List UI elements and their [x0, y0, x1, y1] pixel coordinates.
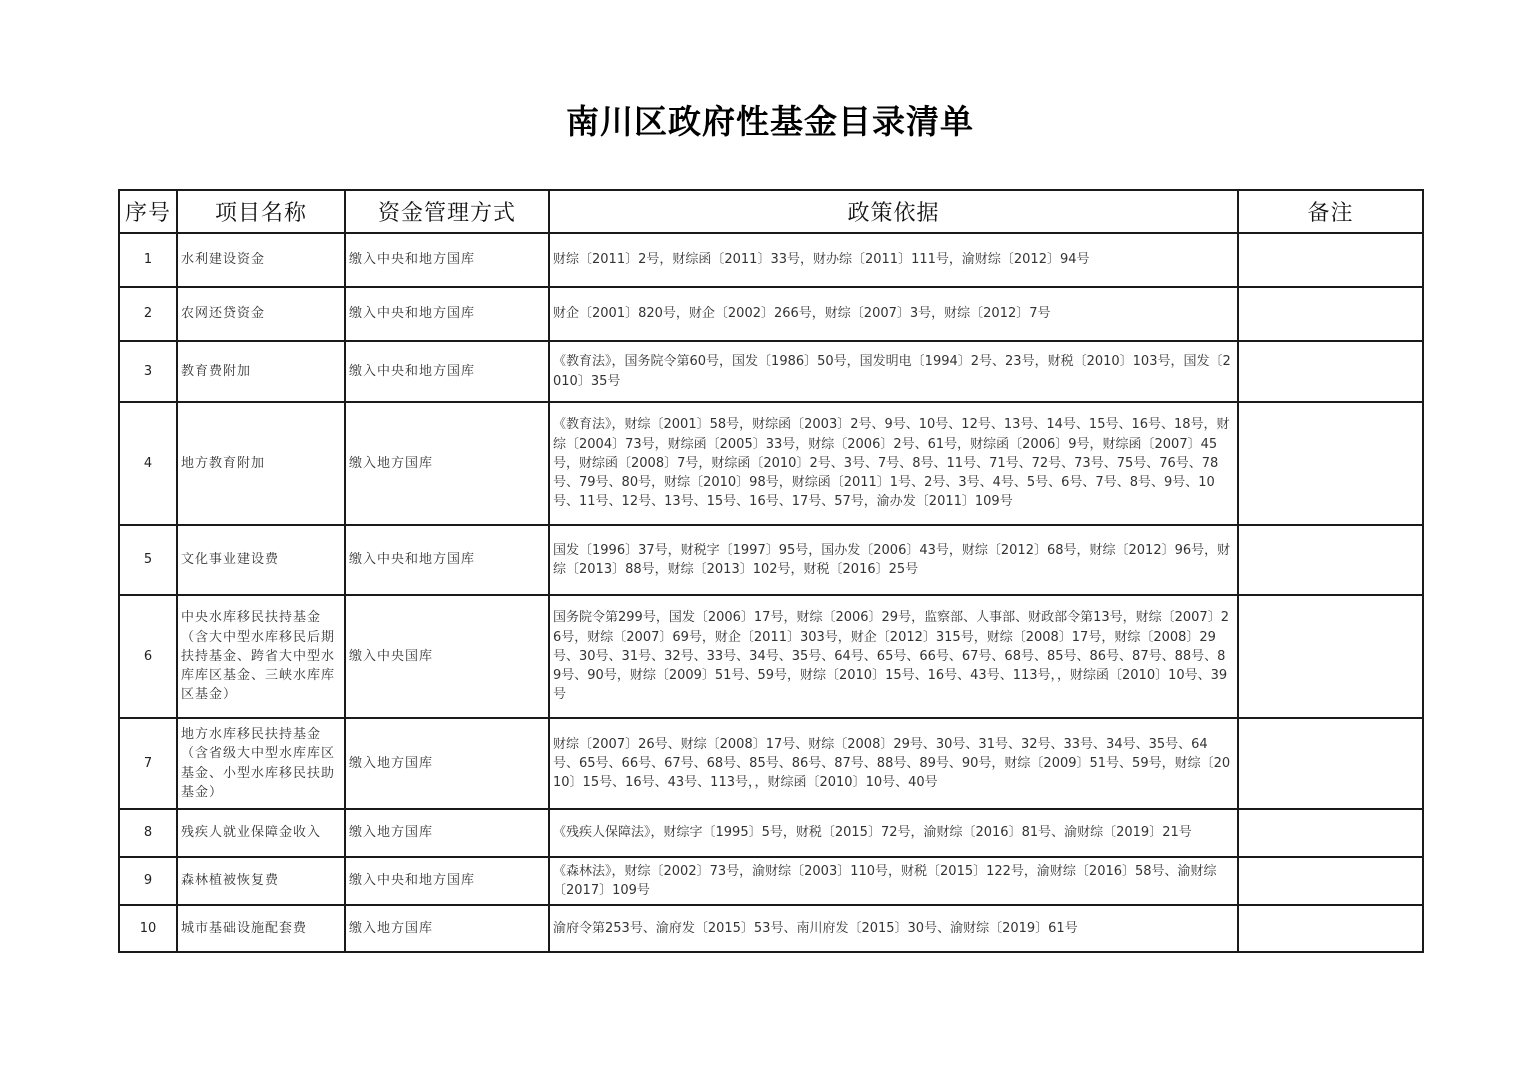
project-name-cell: 地方水库移民扶持基金（含省级大中型水库库区基金、小型水库移民扶助基金） [177, 718, 345, 809]
serial-number-cell: 6 [119, 595, 177, 718]
management-cell: 缴入中央和地方国库 [345, 341, 549, 402]
policy-basis-cell: 财综〔2007〕26号、财综〔2008〕17号、财综〔2008〕29号、30号、31号、32号、33号、34号、35号、64号、65号、66号、67号、68号、85号、86号、87号、88号、89号、90号，财综〔2009〕51号、59号，财综〔2010〕15号、16号、43号、113号，，财综函〔2010〕10号、40号 [549, 718, 1238, 809]
serial-number-cell: 8 [119, 809, 177, 857]
table-row [119, 341, 1423, 402]
serial-number-cell: 10 [119, 905, 177, 952]
policy-basis-cell: 渝府令第253号、渝府发〔2015〕53号、南川府发〔2015〕30号、渝财综〔2019〕61号 [549, 905, 1238, 952]
policy-basis-cell: 《残疾人保障法》，财综字〔1995〕5号，财税〔2015〕72号，渝财综〔2016〕81号、渝财综〔2019〕21号 [549, 809, 1238, 857]
table-row [119, 525, 1423, 595]
project-name-cell: 水利建设资金 [177, 233, 345, 287]
project-name-cell: 城市基础设施配套费 [177, 905, 345, 952]
table-row [119, 402, 1423, 525]
management-cell: 缴入中央和地方国库 [345, 287, 549, 341]
serial-number-cell: 9 [119, 857, 177, 905]
remarks-cell [1238, 809, 1423, 857]
table-row [119, 857, 1423, 905]
management-cell: 缴入中央和地方国库 [345, 857, 549, 905]
remarks-cell [1238, 857, 1423, 905]
serial-number-cell: 2 [119, 287, 177, 341]
policy-basis-cell: 《森林法》，财综〔2002〕73号，渝财综〔2003〕110号，财税〔2015〕122号，渝财综〔2016〕58号、渝财综〔2017〕109号 [549, 857, 1238, 905]
policy-basis-cell: 财企〔2001〕820号，财企〔2002〕266号，财综〔2007〕3号，财综〔2012〕7号 [549, 287, 1238, 341]
project-name-cell: 农网还贷资金 [177, 287, 345, 341]
header-serial-number: 序号 [119, 190, 177, 233]
project-name-cell: 文化事业建设费 [177, 525, 345, 595]
serial-number-cell: 7 [119, 718, 177, 809]
serial-number-cell: 5 [119, 525, 177, 595]
table-row [119, 287, 1423, 341]
header-remarks: 备注 [1238, 190, 1423, 233]
remarks-cell [1238, 595, 1423, 718]
serial-number-cell: 3 [119, 341, 177, 402]
table-row [119, 595, 1423, 718]
project-name-cell: 残疾人就业保障金收入 [177, 809, 345, 857]
project-name-cell: 森林植被恢复费 [177, 857, 345, 905]
table-row [119, 809, 1423, 857]
management-cell: 缴入地方国库 [345, 905, 549, 952]
remarks-cell [1238, 718, 1423, 809]
project-name-cell: 中央水库移民扶持基金（含大中型水库移民后期扶持基金、跨省大中型水库库区基金、三峡水库库区基金） [177, 595, 345, 718]
serial-number-cell: 1 [119, 233, 177, 287]
remarks-cell [1238, 525, 1423, 595]
table-row [119, 233, 1423, 287]
policy-basis-cell: 《教育法》，财综〔2001〕58号，财综函〔2003〕2号、9号、10号、12号、13号、14号、15号、16号、18号，财综〔2004〕73号，财综函〔2005〕33号，财综〔2006〕2号、61号，财综函〔2006〕9号，财综函〔2007〕45号，财综函〔2008〕7号，财综函〔2010〕2号、3号、7号、8号、11号、71号、72号、73号、75号、76号、78号、79号、80号，财综〔2010〕98号，财综函〔2011〕1号、2号、3号、4号、5号、6号、7号、8号、9号、10号、11号、12号、13号、15号、16号、17号、57号，渝办发〔2011〕109号 [549, 402, 1238, 525]
management-cell: 缴入中央和地方国库 [345, 525, 549, 595]
management-cell: 缴入地方国库 [345, 718, 549, 809]
remarks-cell [1238, 402, 1423, 525]
table-row [119, 905, 1423, 952]
remarks-cell [1238, 233, 1423, 287]
fund-catalog-table [118, 189, 1424, 953]
table-row [119, 718, 1423, 809]
project-name-cell: 地方教育附加 [177, 402, 345, 525]
remarks-cell [1238, 905, 1423, 952]
management-cell: 缴入地方国库 [345, 402, 549, 525]
management-cell: 缴入中央和地方国库 [345, 233, 549, 287]
management-cell: 缴入地方国库 [345, 809, 549, 857]
management-cell: 缴入中央国库 [345, 595, 549, 718]
header-row [119, 190, 1423, 233]
header-policy-basis: 政策依据 [549, 190, 1238, 233]
header-project-name: 项目名称 [177, 190, 345, 233]
project-name-cell: 教育费附加 [177, 341, 345, 402]
serial-number-cell: 4 [119, 402, 177, 525]
policy-basis-cell: 《教育法》，国务院令第60号，国发〔1986〕50号，国发明电〔1994〕2号、23号，财税〔2010〕103号，国发〔2010〕35号 [549, 341, 1238, 402]
policy-basis-cell: 国务院令第299号，国发〔2006〕17号，财综〔2006〕29号，监察部、人事部、财政部令第13号，财综〔2007〕26号，财综〔2007〕69号，财企〔2011〕303号，财企〔2012〕315号，财综〔2008〕17号，财综〔2008〕29号、30号、31号、32号、33号、34号、35号、64号、65号、66号、67号、68号、85号、86号、87号、88号、89号、90号，财综〔2009〕51号、59号，财综〔2010〕15号、16号、43号、113号，，财综函〔2010〕10号、39号 [549, 595, 1238, 718]
remarks-cell [1238, 287, 1423, 341]
policy-basis-cell: 财综〔2011〕2号，财综函〔2011〕33号，财办综〔2011〕111号，渝财综〔2012〕94号 [549, 233, 1238, 287]
remarks-cell [1238, 341, 1423, 402]
policy-basis-cell: 国发〔1996〕37号，财税字〔1997〕95号，国办发〔2006〕43号，财综〔2012〕68号，财综〔2012〕96号，财综〔2013〕88号，财综〔2013〕102号，财税〔2016〕25号 [549, 525, 1238, 595]
header-fund-management: 资金管理方式 [345, 190, 549, 233]
page-title: 南川区政府性基金目录清单 [566, 102, 974, 141]
